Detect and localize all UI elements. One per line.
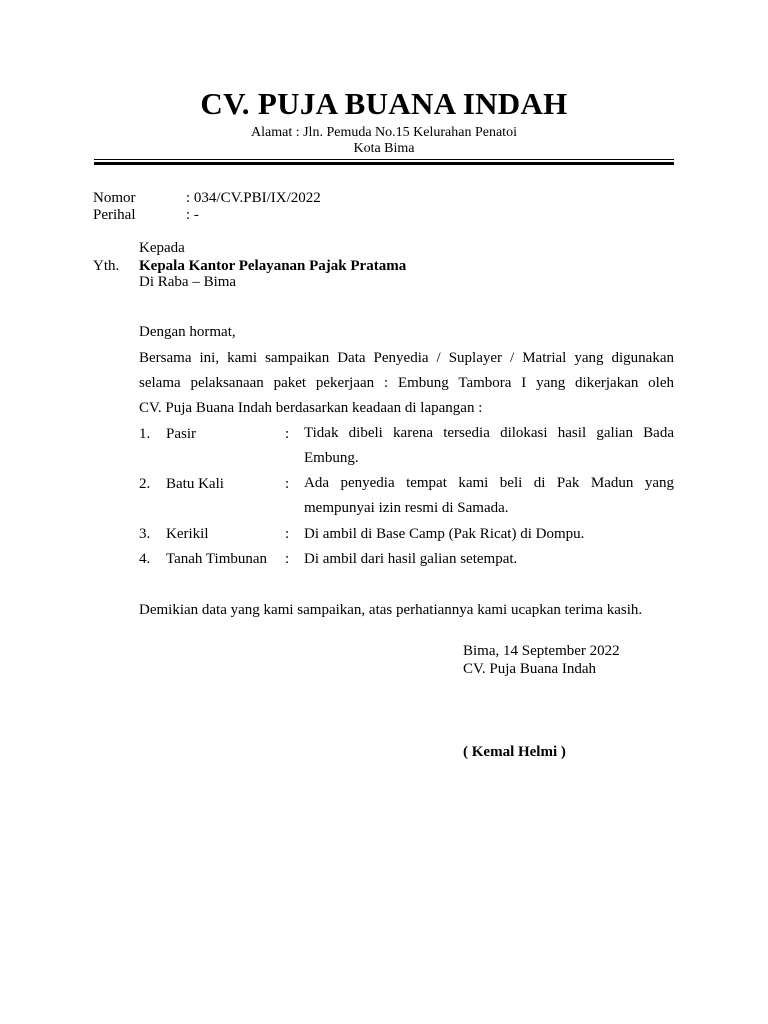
item-2-name: Batu Kali <box>166 476 224 492</box>
item-4-number: 4. <box>139 551 151 567</box>
intro-paragraph <box>139 346 674 421</box>
item-3-colon: : <box>285 526 290 542</box>
item-1-description <box>304 421 674 471</box>
item-2-desc-line-2: mempunyai izin resmi di Samada. <box>304 500 509 516</box>
recipient-name: Kepala Kantor Pelayanan Pajak Pratama <box>139 258 407 274</box>
item-2-desc-line-1: Ada penyedia tempat kami beli di Pak Madun yang <box>304 475 674 491</box>
intro-line-3: CV. Puja Buana Indah berdasarkan keadaan di lapangan : <box>139 400 483 416</box>
nomor-label: Nomor <box>93 190 136 206</box>
yth-label: Yth. <box>93 258 120 274</box>
kepada-label: Kepada <box>139 240 185 256</box>
item-2-number: 2. <box>139 476 151 492</box>
letterhead-rule-thin <box>94 159 674 160</box>
item-1-colon: : <box>285 426 290 442</box>
perihal-value: : - <box>186 207 199 223</box>
signatory-name: ( Kemal Helmi ) <box>463 744 566 760</box>
item-3-name: Kerikil <box>166 526 209 542</box>
address-line-1: Alamat : Jln. Pemuda No.15 Kelurahan Penatoi <box>251 125 517 140</box>
item-4-description: Di ambil dari hasil galian setempat. <box>304 551 518 567</box>
item-1-name: Pasir <box>166 426 196 442</box>
item-1-desc-line-2: Embung. <box>304 450 359 466</box>
item-3-description: Di ambil di Base Camp (Pak Ricat) di Dompu. <box>304 526 585 542</box>
perihal-label: Perihal <box>93 207 136 223</box>
company-name: CV. PUJA BUANA INDAH <box>200 86 568 121</box>
nomor-value: : 034/CV.PBI/IX/2022 <box>186 190 321 206</box>
item-2-description <box>304 471 674 521</box>
signature-company: CV. Puja Buana Indah <box>463 661 597 677</box>
place-date: Bima, 14 September 2022 <box>463 643 620 659</box>
letterhead-rule-thick <box>94 162 674 165</box>
intro-line-1: Bersama ini, kami sampaikan Data Penyedia / Suplayer / Matrial yang digunakan <box>139 350 674 366</box>
address-line-2: Kota Bima <box>353 141 415 156</box>
greeting: Dengan hormat, <box>139 324 236 340</box>
recipient-location: Di Raba – Bima <box>139 274 237 290</box>
item-4-colon: : <box>285 551 290 567</box>
item-1-desc-line-1: Tidak dibeli karena tersedia dilokasi hasil galian Bada <box>304 425 674 441</box>
closing-sentence: Demikian data yang kami sampaikan, atas perhatiannya kami ucapkan terima kasih. <box>139 602 643 618</box>
item-4-name: Tanah Timbunan <box>166 551 268 567</box>
intro-line-2: selama pelaksanaan paket pekerjaan : Embung Tambora I yang dikerjakan oleh <box>139 375 674 391</box>
item-2-colon: : <box>285 476 290 492</box>
item-1-number: 1. <box>139 426 151 442</box>
item-3-number: 3. <box>139 526 151 542</box>
